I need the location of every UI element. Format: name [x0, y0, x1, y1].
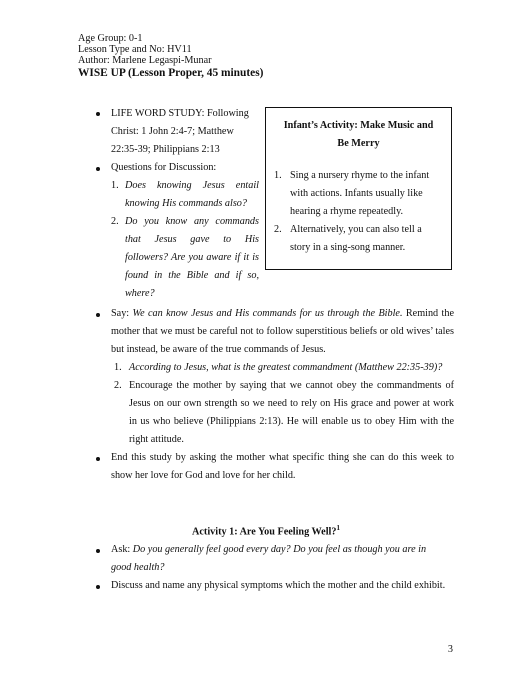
infant-item-2-line-2: story in a sing-song manner.	[290, 242, 406, 253]
q2-number: 2.	[111, 216, 119, 227]
discuss-line: Discuss and name any physical symptoms which the mother and the child exhibit.	[111, 580, 446, 591]
author: Author: Marlene Legaspi-Munar	[78, 55, 212, 66]
life-word-line-1: LIFE WORD STUDY: Following	[111, 108, 249, 119]
ask-line-1: Ask: Do you generally feel good every day? Do you feel as though you are in	[111, 544, 427, 555]
say-sub-2-number: 2.	[114, 380, 122, 391]
ask-line-2: good health?	[111, 562, 165, 573]
bullet	[96, 457, 100, 461]
footnote-mark: 1	[336, 524, 340, 532]
say-sub-1-number: 1.	[114, 362, 122, 373]
section-title: WISE UP (Lesson Proper, 45 minutes)	[78, 67, 264, 79]
bullet	[96, 112, 100, 116]
infant-item-1-number: 1.	[274, 170, 282, 181]
say-sub-2-line-4: right attitude.	[129, 434, 184, 445]
infant-item-1-line-1: Sing a nursery rhyme to the infant	[290, 170, 430, 181]
q1-number: 1.	[111, 180, 119, 191]
end-study-line-1: End this study by asking the mother what specific thing she can do this week to	[111, 452, 454, 463]
infant-box-title-2: Be Merry	[337, 138, 380, 149]
say-sub-2-line-2: Jesus on our own strength so we need to rely on His grace and power at work	[129, 398, 454, 409]
page-number: 3	[447, 644, 453, 655]
bullet	[96, 549, 100, 553]
say-line-3: but instead, be aware of the true commands of Jesus.	[111, 344, 326, 355]
infant-box-title-1: Infant’s Activity: Make Music and	[283, 120, 434, 131]
infant-item-1-line-2: with actions. Infants usually like	[290, 188, 423, 199]
q2-line-1: Do you know any commands	[125, 216, 259, 227]
lesson-type: Lesson Type and No: HV11	[78, 44, 192, 55]
bullet	[96, 167, 100, 171]
q2-line-5: where?	[125, 288, 155, 299]
age-group: Age Group: 0-1	[78, 33, 143, 44]
say-sub-2-line-1: Encourage the mother by saying that we cannot obey the commandments of	[129, 380, 454, 391]
q1-line-1: Does knowing Jesus entail	[125, 180, 259, 191]
say-sub-1: According to Jesus, what is the greatest commandment (Matthew 22:35-39)?	[129, 362, 443, 373]
life-word-line-3: 22:35-39; Philippians 2:13	[111, 144, 220, 155]
infant-item-1-line-3: hearing a rhyme repeatedly.	[290, 206, 404, 217]
end-study-line-2: show her love for God and love for her child.	[111, 470, 296, 481]
infant-activity-box	[265, 107, 452, 270]
bullet	[96, 585, 100, 589]
q2-line-2: that Jesus gave to His	[125, 234, 259, 245]
questions-heading: Questions for Discussion:	[111, 162, 217, 173]
activity-1-title: Activity 1: Are You Feeling Well?$^1$	[192, 524, 340, 538]
infant-item-2-line-1: Alternatively, you can also tell a	[290, 224, 422, 235]
life-word-label: LIFE WORD STUDY	[111, 108, 202, 119]
say-sub-2-line-3: in us who believe (Philippians 2:13). He will enable us to obey Him with the	[129, 416, 454, 427]
life-word-line-2: Christ: 1 John 2:4-7; Matthew	[111, 126, 234, 137]
q2-line-3: followers? Are you aware if it is	[125, 252, 259, 263]
q2-line-4: found in the Bible and if so,	[125, 270, 259, 281]
q1-line-2: knowing His commands also?	[125, 198, 247, 209]
infant-item-2-number: 2.	[274, 224, 282, 235]
bullet	[96, 313, 100, 317]
say-line-1: Say: We can know Jesus and His commands for us through the Bible. Remind the	[111, 308, 454, 319]
say-line-2: mother that we must be careful not to follow superstitious beliefs or old wives’ tales	[111, 326, 454, 337]
